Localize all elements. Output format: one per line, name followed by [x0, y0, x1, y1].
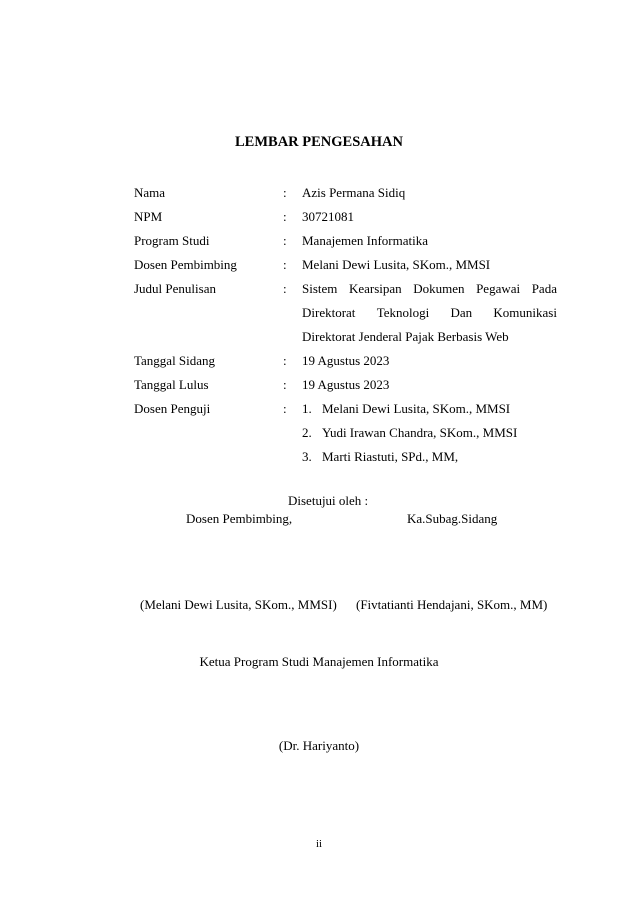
tanggal-lulus-colon: :	[283, 377, 287, 392]
tanggal-sidang-label: Tanggal Sidang	[134, 353, 216, 368]
judul-word: Pegawai	[476, 281, 521, 296]
nama-colon: :	[283, 185, 287, 200]
dosen-pembimbing-colon: :	[283, 257, 287, 272]
left-signer-role: Dosen Pembimbing,	[186, 511, 293, 526]
page-title: LEMBAR PENGESAHAN	[235, 134, 403, 150]
judul-word: Dokumen	[413, 281, 465, 296]
judul-word: Dan	[450, 305, 473, 320]
page-number: ii	[315, 838, 323, 850]
dosen-penguji-colon: :	[283, 401, 287, 416]
nama-value: Azis Permana Sidiq	[302, 185, 406, 200]
ketua-role: Ketua Program Studi Manajemen Informatika	[199, 654, 439, 669]
judul-word: Pada	[531, 281, 557, 296]
tanggal-sidang-value: 19 Agustus 2023	[302, 353, 390, 368]
dosen-penguji-label: Dosen Penguji	[134, 401, 211, 416]
dosen-pembimbing-value: Melani Dewi Lusita, SKom., MMSI	[302, 257, 491, 272]
penguji-number: 3.	[302, 449, 312, 464]
judul-line-3: Direktorat Jenderal Pajak Berbasis Web	[302, 329, 509, 344]
left-signer-name: (Melani Dewi Lusita, SKom., MMSI)	[140, 597, 337, 612]
tanggal-sidang-colon: :	[283, 353, 287, 368]
approval-heading: Disetujui oleh :	[288, 493, 369, 508]
ketua-name: (Dr. Hariyanto)	[278, 738, 360, 753]
penguji-name: Yudi Irawan Chandra, SKom., MMSI	[322, 425, 518, 440]
tanggal-lulus-value: 19 Agustus 2023	[302, 377, 390, 392]
penguji-name: Marti Riastuti, SPd., MM,	[322, 449, 459, 464]
judul-word: Sistem	[302, 281, 338, 296]
dosen-pembimbing-label: Dosen Pembimbing	[134, 257, 237, 272]
program-studi-colon: :	[283, 233, 287, 248]
judul-word: Kearsipan	[348, 281, 402, 296]
program-studi-value: Manajemen Informatika	[302, 233, 428, 248]
right-signer-role: Ka.Subag.Sidang	[407, 511, 498, 526]
penguji-number: 2.	[302, 425, 312, 440]
nama-label: Nama	[134, 185, 166, 200]
right-signer-name: (Fivtatianti Hendajani, SKom., MM)	[356, 597, 548, 612]
judul-penulisan-label: Judul Penulisan	[134, 281, 216, 296]
judul-penulisan-colon: :	[283, 281, 287, 296]
npm-colon: :	[283, 209, 287, 224]
penguji-name: Melani Dewi Lusita, SKom., MMSI	[322, 401, 511, 416]
judul-word: Teknologi	[376, 305, 430, 320]
judul-word: Komunikasi	[493, 305, 557, 320]
npm-value: 30721081	[302, 209, 354, 224]
tanggal-lulus-label: Tanggal Lulus	[134, 377, 209, 392]
judul-line-1	[302, 281, 557, 297]
npm-label: NPM	[134, 209, 163, 224]
program-studi-label: Program Studi	[134, 233, 210, 248]
judul-line-2	[302, 305, 557, 321]
judul-word: Direktorat	[302, 305, 356, 320]
penguji-number: 1.	[302, 401, 312, 416]
